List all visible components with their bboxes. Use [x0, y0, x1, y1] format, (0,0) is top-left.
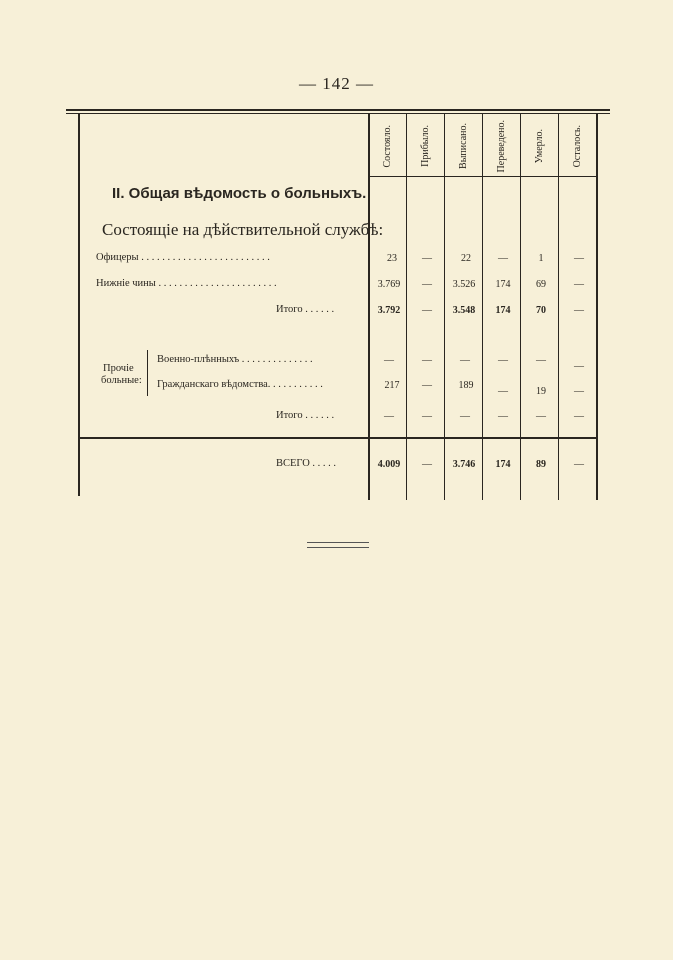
top-rule: [66, 109, 610, 111]
cell: —: [460, 411, 470, 422]
cell: 3.548: [452, 305, 476, 316]
cell: —: [422, 253, 432, 264]
cell: 23: [387, 253, 397, 264]
total-separator: [80, 437, 598, 439]
cell: —: [422, 411, 432, 422]
cell: —: [574, 386, 584, 397]
cell: —: [574, 305, 584, 316]
cell: 174: [495, 305, 511, 316]
cell: 19: [536, 386, 546, 397]
cell: —: [498, 386, 508, 397]
cell: —: [422, 279, 432, 290]
cell: —: [574, 411, 584, 422]
row-label: Итого . . . . . .: [276, 410, 335, 421]
section-heading: II. Общая вѣдомость о больныхъ.: [112, 185, 367, 202]
cell: 4.009: [377, 459, 401, 470]
row-label: ВСЕГО . . . . .: [276, 458, 337, 469]
cell: —: [422, 459, 432, 470]
cell: —: [574, 459, 584, 470]
row-label: Офицеры . . . . . . . . . . . . . . . . . . . . . . . . .: [96, 252, 270, 263]
row-label: Итого . . . . . .: [276, 304, 335, 315]
header-underline: [368, 176, 598, 177]
cell: 174: [495, 279, 511, 290]
cell: —: [384, 355, 394, 366]
top-rule-thin: [66, 113, 610, 114]
bolnye-label: больные:: [101, 375, 142, 386]
column-header: Выписано.: [457, 123, 469, 169]
cell: 22: [461, 253, 471, 264]
row-label: Военно-плѣнныхъ . . . . . . . . . . . . . .: [157, 354, 313, 365]
cell: —: [536, 355, 546, 366]
cell: 3.746: [452, 459, 476, 470]
cell: 3.526: [452, 279, 476, 290]
cell: 174: [495, 459, 511, 470]
cell: —: [422, 380, 432, 391]
cell: —: [460, 355, 470, 366]
cell: —: [574, 253, 584, 264]
cell: 3.792: [377, 305, 401, 316]
column-header: Умерло.: [533, 128, 545, 164]
cell: 217: [384, 380, 400, 391]
cell: —: [422, 355, 432, 366]
cell: 3.769: [377, 279, 401, 290]
row-label: Нижніе чины . . . . . . . . . . . . . . . . . . . . . . .: [96, 278, 277, 289]
prochie-label: Прочіе: [103, 363, 134, 374]
cell: —: [498, 253, 508, 264]
row-label: Гражданскаго вѣдомства. . . . . . . . . . .: [157, 379, 323, 390]
section-subheading: Состоящіе на дѣйствительной службѣ:: [102, 220, 384, 239]
cell: 189: [458, 380, 474, 391]
grouping-brace: [147, 350, 152, 396]
cell: 69: [536, 279, 546, 290]
cell: —: [574, 361, 584, 372]
cell: —: [498, 411, 508, 422]
page-number: — 142 —: [299, 74, 374, 93]
column-header: Осталось.: [571, 124, 583, 168]
cell: —: [574, 279, 584, 290]
cell: 70: [536, 305, 546, 316]
end-ornament-rule: [307, 542, 369, 548]
cell: —: [384, 411, 394, 422]
cell: —: [422, 305, 432, 316]
column-header: Прибыло.: [419, 125, 431, 167]
cell: 89: [536, 459, 546, 470]
column-header: Переведено.: [495, 119, 507, 173]
cell: 1: [538, 253, 544, 264]
cell: —: [498, 355, 508, 366]
column-header: Состояло.: [381, 124, 393, 168]
cell: —: [536, 411, 546, 422]
